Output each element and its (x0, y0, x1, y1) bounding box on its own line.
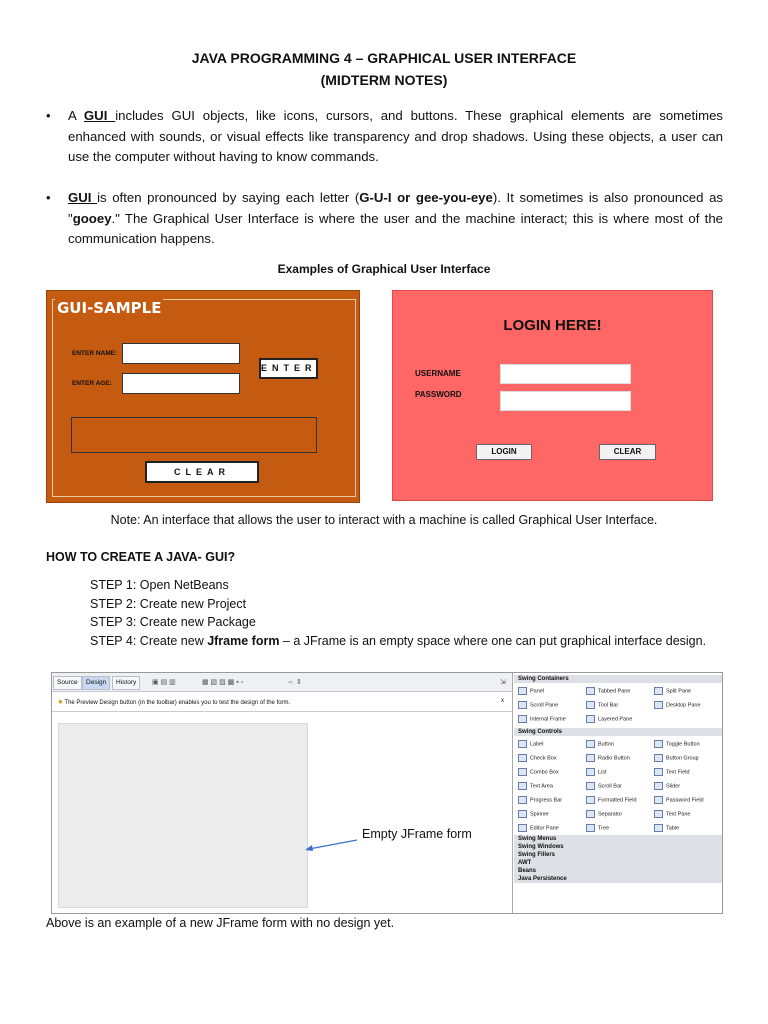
category-swing-fillers[interactable]: Swing Fillers (514, 851, 722, 859)
bold-text: G-U-I or gee-you-eye (359, 190, 493, 205)
palette-label[interactable]: Label (518, 740, 543, 748)
palette-formatted-field[interactable]: Formatted Field (586, 796, 637, 804)
toolbar-align-icons[interactable]: ▦ ▧ ▨ ▩ ▪ ▫ (202, 679, 244, 686)
palette-tool-bar[interactable]: Tool Bar (586, 701, 618, 709)
bullet-dot: • (46, 108, 51, 123)
examples-caption: Examples of Graphical User Interface (277, 262, 491, 276)
palette-combo-box[interactable]: Combo Box (518, 768, 559, 776)
text: STEP 4: Create new (90, 634, 208, 648)
age-field[interactable] (122, 373, 240, 394)
step-1: STEP 1: Open NetBeans (90, 578, 229, 592)
step-3: STEP 3: Create new Package (90, 615, 256, 629)
paragraph-gui-pronunciation (68, 188, 723, 250)
palette-button-group[interactable]: Button Group (654, 754, 699, 762)
palette-desktop-pane[interactable]: Desktop Pane (654, 701, 701, 709)
category-swing-windows[interactable]: Swing Windows (514, 843, 722, 851)
toolbar-resize-icons[interactable]: ⇔ ⇕ (287, 679, 302, 686)
palette-split-pane[interactable]: Split Pane (654, 687, 691, 695)
palette-tabbed-pane[interactable]: Tabbed Pane (586, 687, 630, 695)
palette-radio-button[interactable]: Radio Button (586, 754, 630, 762)
text: is often pronounced by saying each letter ( (97, 190, 360, 205)
step-2: STEP 2: Create new Project (90, 597, 247, 611)
howto-heading: HOW TO CREATE A JAVA- GUI? (46, 550, 236, 564)
palette-text-pane[interactable]: Text Pane (654, 810, 690, 818)
doc-subtitle: (MIDTERM NOTES) (320, 72, 448, 88)
palette-pane (514, 673, 722, 913)
tab-history[interactable]: History (112, 676, 140, 690)
palette-text-area[interactable]: Text Area (518, 782, 553, 790)
text: ." The Graphical User Interface is where the user and the machine interact; this is where most of the communication happens. (68, 210, 723, 246)
tab-design[interactable]: Design (82, 676, 110, 690)
palette-scroll-bar[interactable]: Scroll Bar (586, 782, 622, 790)
palette-toggle-button[interactable]: Toggle Button (654, 740, 700, 748)
bold-text: Jframe form (207, 634, 280, 648)
netbeans-screenshot (51, 672, 723, 914)
category-swing-containers[interactable]: Swing Containers (514, 675, 722, 683)
text: ). It sometimes is also pronounced as " (68, 190, 723, 226)
category-swing-controls[interactable]: Swing Controls (514, 728, 722, 736)
editor-toolbar (52, 673, 512, 692)
login-clear-button[interactable]: CLEAR (599, 444, 656, 460)
name-label: ENTER NAME: (72, 350, 118, 357)
palette-layered-pane[interactable]: Layered Pane (586, 715, 632, 723)
lightbulb-icon: ● (58, 697, 63, 706)
palette-check-box[interactable]: Check Box (518, 754, 557, 762)
palette-slider[interactable]: Slider (654, 782, 680, 790)
category-swing-menus[interactable]: Swing Menus (514, 835, 722, 843)
output-area (71, 417, 317, 453)
category-java-persistence[interactable]: Java Persistence (514, 875, 722, 883)
category-awt[interactable]: AWT (514, 859, 722, 867)
palette-separator[interactable]: Separator (586, 810, 622, 818)
bullet-dot: • (46, 190, 51, 205)
empty-jframe-form[interactable] (58, 723, 308, 908)
palette-spinner[interactable]: Spinner (518, 810, 549, 818)
age-label: ENTER AGE: (72, 380, 112, 387)
username-field[interactable] (500, 364, 631, 384)
editor-pane (52, 673, 513, 913)
text: A (68, 108, 84, 123)
username-label: USERNAME (415, 369, 461, 378)
paragraph-gui-definition (68, 106, 723, 168)
password-label: PASSWORD (415, 390, 462, 399)
tab-source[interactable]: Source (53, 676, 82, 690)
hint-text: The Preview Design button (in the toolbar) enables you to test the design of the form. (64, 700, 291, 706)
palette-editor-pane[interactable]: Editor Pane (518, 824, 559, 832)
hint-bar (52, 692, 512, 712)
palette-button[interactable]: Button (586, 740, 614, 748)
palette-scroll-pane[interactable]: Scroll Pane (518, 701, 558, 709)
gui-sample-title: GUI-SAMPLE (57, 299, 162, 317)
doc-title: JAVA PROGRAMMING 4 – GRAPHICAL USER INTERFACE (191, 50, 577, 66)
note-text: Note: An interface that allows the user to interact with a machine is called Graphical User Interface. (110, 513, 658, 527)
palette-tree[interactable]: Tree (586, 824, 609, 832)
category-beans[interactable]: Beans (514, 867, 722, 875)
palette-list[interactable]: List (586, 768, 607, 776)
gui-term: GUI (68, 190, 98, 205)
toolbar-close-icon[interactable]: ⇲ (500, 679, 506, 686)
login-window (392, 290, 713, 501)
step-4 (90, 634, 706, 648)
palette-password-field[interactable]: Password Field (654, 796, 704, 804)
hint-close-button[interactable]: x (501, 698, 504, 704)
toolbar-icons-left[interactable]: ▣ ▤ ▥ (152, 679, 176, 686)
palette-text-field[interactable]: Text Field (654, 768, 690, 776)
palette-panel[interactable]: Panel (518, 687, 544, 695)
palette-progress-bar[interactable]: Progress Bar (518, 796, 562, 804)
palette-table[interactable]: Table (654, 824, 679, 832)
gui-sample-window (46, 290, 360, 503)
text: includes GUI objects, like icons, cursors, and buttons. These graphical elements are sometimes enhanced with sounds, or visual effects like transparency and drop shadows. Using these objects, a user can use the computer without having to know commands. (68, 108, 723, 164)
enter-button[interactable]: ENTER (259, 358, 318, 379)
gui-term: GUI (83, 108, 116, 123)
bold-text: gooey (72, 210, 112, 226)
password-field[interactable] (500, 391, 631, 411)
login-button[interactable]: LOGIN (476, 444, 532, 460)
above-text: Above is an example of a new JFrame form with no design yet. (46, 916, 395, 930)
arrow-icon (303, 838, 359, 852)
text: – a JFrame is an empty space where one can put graphical interface design. (279, 634, 707, 648)
palette-internal-frame[interactable]: Internal Frame (518, 715, 566, 723)
login-title: LOGIN HERE! (503, 317, 602, 334)
name-field[interactable] (122, 343, 240, 364)
clear-button[interactable]: CLEAR (145, 461, 259, 483)
empty-jframe-caption: Empty JFrame form (362, 827, 472, 841)
